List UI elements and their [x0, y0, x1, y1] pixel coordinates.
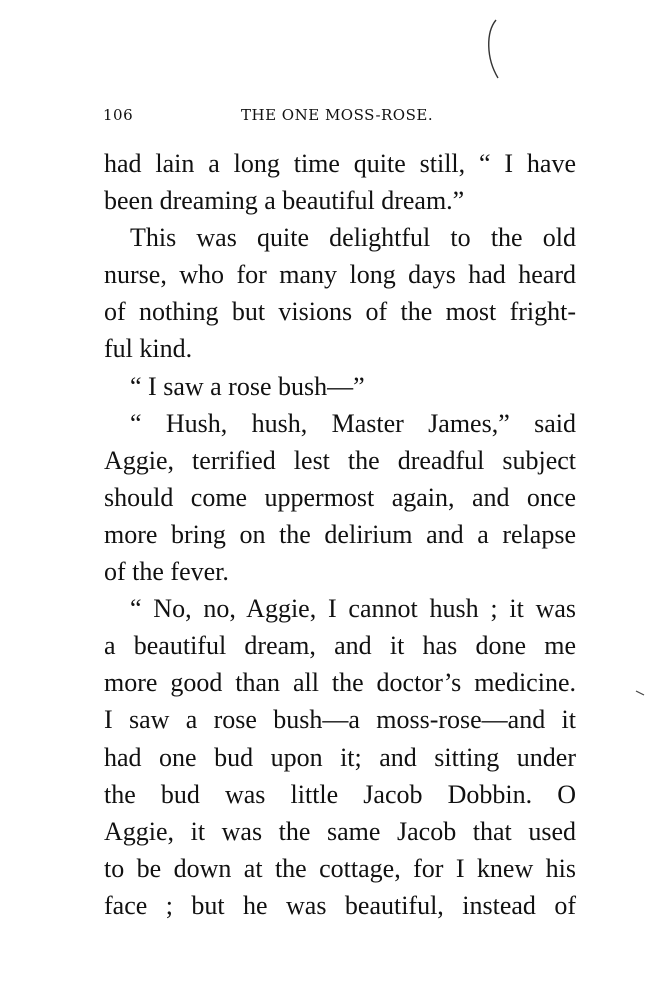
text-line: I saw a rose bush—a moss-rose—and it	[104, 705, 576, 735]
text-line: of the fever.	[104, 557, 229, 587]
text-line: had lain a long time quite still, “ I have	[104, 149, 576, 178]
paragraph	[104, 590, 576, 924]
paragraph	[104, 145, 576, 219]
text-line: been dreaming a beautiful dream.”	[104, 186, 465, 216]
paragraph	[104, 219, 576, 367]
text-line: “ Hush, hush, Master James,” said	[130, 408, 576, 438]
text-line: to be down at the cottage, for I knew his	[104, 853, 576, 883]
page-number: 106	[103, 106, 134, 124]
text-line: of nothing but visions of the most fright-	[104, 297, 576, 327]
text-line: more good than all the doctor’s medicine.	[104, 668, 576, 698]
text-line: nurse, who for many long days had heard	[104, 260, 576, 290]
text-line: Aggie, it was the same Jacob that used	[104, 816, 576, 846]
margin-tick-mark	[635, 690, 645, 696]
text-line: had one bud upon it; and sitting under	[104, 742, 576, 772]
text-line: ful kind.	[104, 334, 193, 364]
text-line: more bring on the delirium and a relapse	[104, 519, 576, 549]
paragraph	[104, 405, 576, 590]
text-line: This was quite delightful to the old	[130, 223, 576, 253]
pencil-mark	[482, 18, 502, 80]
text-line: should come uppermost again, and once	[104, 482, 576, 512]
text-line: “ I saw a rose bush—”	[130, 371, 365, 401]
text-line: “ No, no, Aggie, I cannot hush ; it was	[130, 594, 576, 624]
text-line: Aggie, terrified lest the dreadful subject	[104, 445, 576, 475]
text-line: the bud was little Jacob Dobbin. O	[104, 779, 576, 809]
text-line: face ; but he was beautiful, instead of	[104, 890, 576, 920]
body-text	[104, 145, 576, 924]
text-line: a beautiful dream, and it has done me	[104, 631, 576, 661]
running-title: THE ONE MOSS-ROSE.	[241, 106, 434, 124]
running-head	[103, 106, 575, 130]
paragraph	[104, 368, 576, 405]
